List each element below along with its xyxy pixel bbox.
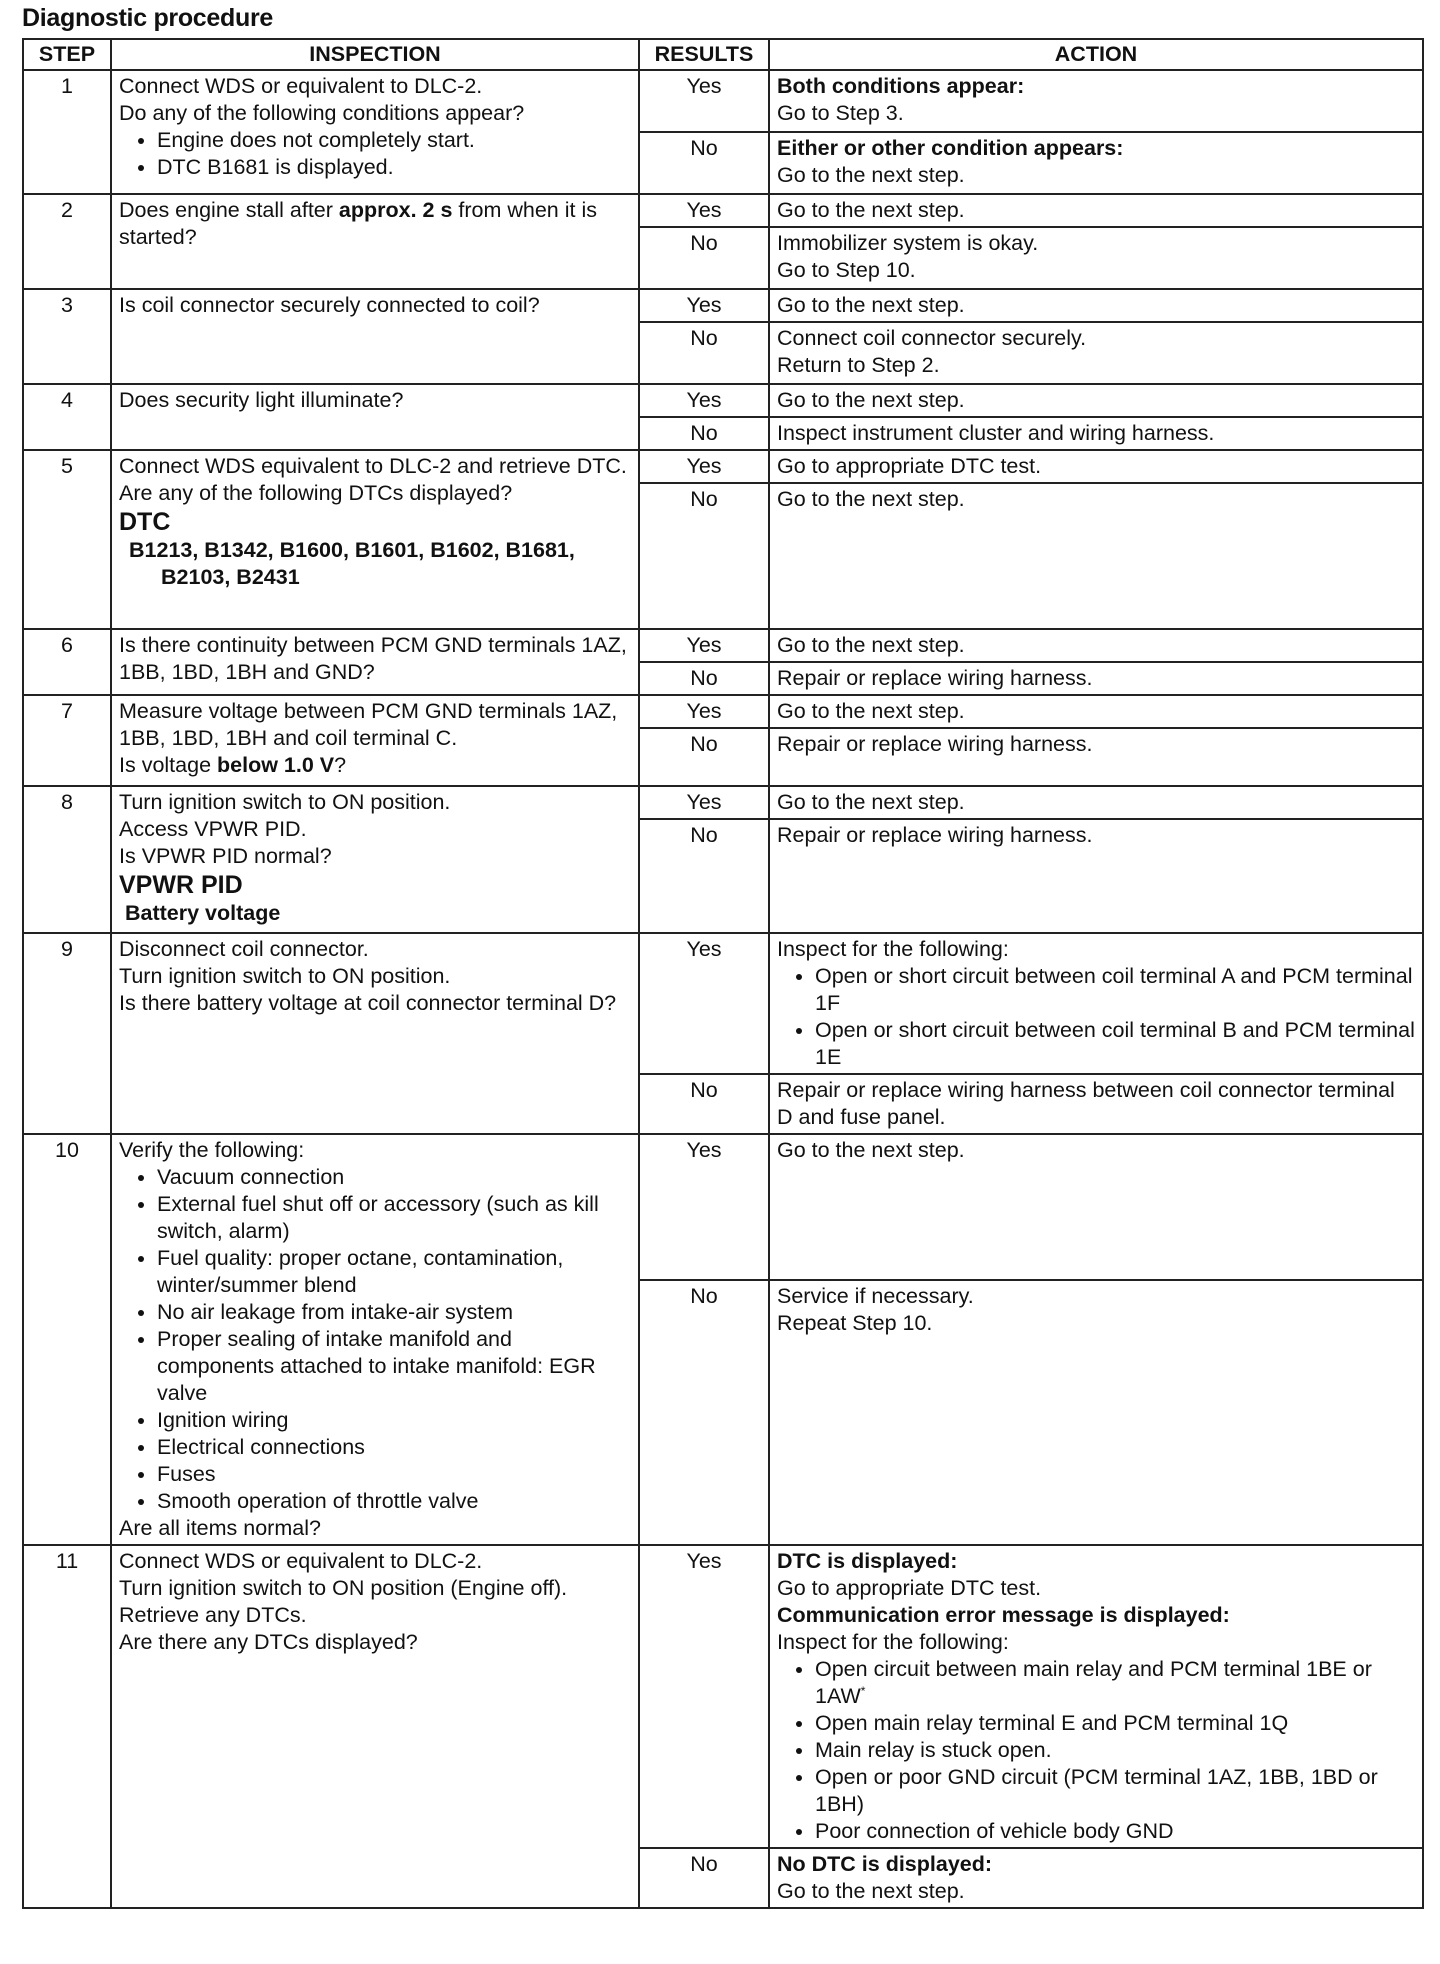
inspection-text: Are all items normal?	[119, 1516, 321, 1540]
result-no: No	[639, 728, 769, 786]
inspection-text: Retrieve any DTCs.	[119, 1603, 307, 1627]
step-number: 1	[23, 70, 111, 194]
action-heading: Communication error message is displayed:	[777, 1603, 1230, 1627]
result-no: No	[639, 132, 769, 194]
action-text: Go to the next step.	[777, 163, 965, 187]
action-text: Go to appropriate DTC test.	[769, 450, 1423, 483]
action-text: Go to Step 3.	[777, 101, 904, 125]
inspection-text: Are there any DTCs displayed?	[119, 1630, 418, 1654]
action-text: Inspect for the following:	[777, 937, 1009, 961]
action-text: Repair or replace wiring harness.	[769, 819, 1423, 933]
action-cell	[769, 1280, 1423, 1545]
inspection-text: Connect WDS or equivalent to DLC-2.	[119, 74, 483, 98]
result-yes: Yes	[639, 194, 769, 227]
inspection-cell	[111, 70, 639, 194]
action-text: Go to the next step.	[769, 695, 1423, 728]
header-step: STEP	[23, 39, 111, 70]
action-text: Go to the next step.	[769, 289, 1423, 322]
list-item: • DTC B1681 is displayed.	[157, 154, 631, 181]
step-number: 8	[23, 786, 111, 933]
result-yes: Yes	[639, 695, 769, 728]
action-text: Go to appropriate DTC test.	[777, 1576, 1042, 1600]
dtc-codes: B2103, B2431	[161, 565, 300, 589]
header-inspection: INSPECTION	[111, 39, 639, 70]
action-cell	[769, 322, 1423, 384]
list-item: • Poor connection of vehicle body GND	[815, 1818, 1415, 1845]
inspection-cell	[111, 194, 639, 289]
list-item	[815, 1656, 1415, 1710]
action-cell	[769, 1848, 1423, 1908]
step-number: 2	[23, 194, 111, 289]
result-no: No	[639, 227, 769, 289]
action-text: Connect coil connector securely.	[777, 326, 1087, 350]
result-no: No	[639, 417, 769, 450]
list-item: • Smooth operation of throttle valve	[157, 1488, 631, 1515]
inspection-text: ?	[334, 753, 347, 777]
inspection-cell	[111, 786, 639, 933]
action-cell	[769, 132, 1423, 194]
inspection-text: Turn ignition switch to ON position.	[119, 790, 451, 814]
list-item: • No air leakage from intake-air system	[157, 1299, 631, 1326]
list-item: • Main relay is stuck open.	[815, 1737, 1415, 1764]
list-item: • Engine does not completely start.	[157, 127, 631, 154]
inspection-text: Connect WDS or equivalent to DLC-2.	[119, 1549, 483, 1573]
table-row	[23, 1545, 1423, 1848]
inspection-cell	[111, 695, 639, 786]
inspection-text: Is voltage	[119, 753, 217, 777]
result-no: No	[639, 322, 769, 384]
inspection-cell	[111, 933, 639, 1134]
inspection-text: Verify the following:	[119, 1138, 305, 1162]
action-text: Return to Step 2.	[777, 353, 940, 377]
result-yes: Yes	[639, 384, 769, 417]
list-item: • Proper sealing of intake manifold and components attached to intake manifold: EGR valve	[157, 1326, 631, 1407]
action-text: Inspect for the following:	[777, 1630, 1009, 1654]
dtc-codes: B1213, B1342, B1600, B1601, B1602, B1681,	[129, 538, 575, 562]
action-text: Immobilizer system is okay.	[777, 231, 1039, 255]
table-row	[23, 695, 1423, 728]
table-row	[23, 289, 1423, 322]
inspection-text: from when it is started?	[119, 198, 597, 249]
table-row	[23, 70, 1423, 132]
list-item: • Electrical connections	[157, 1434, 631, 1461]
step-number: 3	[23, 289, 111, 384]
action-heading: DTC is displayed:	[777, 1549, 958, 1573]
result-yes: Yes	[639, 289, 769, 322]
action-text: Repeat Step 10.	[777, 1310, 933, 1335]
action-text: Go to the next step.	[769, 1134, 1423, 1280]
result-no: No	[639, 662, 769, 695]
inspection-text: Measure voltage between PCM GND terminals 1AZ, 1BB, 1BD, 1BH and coil terminal C.	[119, 699, 618, 750]
inspection-text: Is VPWR PID normal?	[119, 844, 332, 868]
action-text: Repair or replace wiring harness.	[769, 728, 1423, 786]
result-yes: Yes	[639, 933, 769, 1074]
inspection-text: Access VPWR PID.	[119, 817, 307, 841]
action-text: Go to the next step.	[769, 483, 1423, 629]
list-item: • Open or short circuit between coil terminal B and PCM terminal 1E	[815, 1017, 1415, 1071]
action-text: Inspect instrument cluster and wiring harness.	[769, 417, 1423, 450]
list-item-text: Open circuit between main relay and PCM terminal 1BE or 1AW	[815, 1657, 1372, 1708]
action-text: Repair or replace wiring harness.	[769, 662, 1423, 695]
inspection-text: Turn ignition switch to ON position.	[119, 964, 451, 988]
list-item: • External fuel shut off or accessory (such as kill switch, alarm)	[157, 1191, 631, 1245]
action-text: Go to the next step.	[777, 1879, 965, 1903]
list-item: • Open or short circuit between coil terminal A and PCM terminal 1F	[815, 963, 1415, 1017]
list-item: • Open main relay terminal E and PCM terminal 1Q	[815, 1710, 1415, 1737]
inspection-text: Is there battery voltage at coil connector terminal D?	[119, 991, 617, 1015]
step-number: 4	[23, 384, 111, 450]
result-yes: Yes	[639, 786, 769, 819]
list-item: • Fuses	[157, 1461, 631, 1488]
step-number: 6	[23, 629, 111, 695]
step-number: 9	[23, 933, 111, 1134]
inspection-text: Turn ignition switch to ON position (Engine off).	[119, 1576, 568, 1600]
result-yes: Yes	[639, 1545, 769, 1848]
table-row	[23, 450, 1423, 483]
list-item: • Fuel quality: proper octane, contamination, winter/summer blend	[157, 1245, 631, 1299]
action-heading: No DTC is displayed:	[777, 1852, 993, 1876]
action-cell	[769, 933, 1423, 1074]
action-text: Go to the next step.	[769, 384, 1423, 417]
result-no: No	[639, 483, 769, 629]
action-text: Go to Step 10.	[777, 258, 916, 282]
header-results: RESULTS	[639, 39, 769, 70]
action-text: Go to the next step.	[769, 786, 1423, 819]
action-text: Repair or replace wiring harness between coil connector terminal D and fuse panel.	[769, 1074, 1423, 1134]
inspection-text: Does engine stall after	[119, 198, 339, 222]
inspection-cell	[111, 450, 639, 629]
inspection-text: Are any of the following DTCs displayed?	[119, 481, 513, 505]
step-number: 7	[23, 695, 111, 786]
action-cell	[769, 70, 1423, 132]
list-item: • Open or poor GND circuit (PCM terminal 1AZ, 1BB, 1BD or 1BH)	[815, 1764, 1415, 1818]
result-no: No	[639, 819, 769, 933]
table-row	[23, 933, 1423, 1074]
step-number: 10	[23, 1134, 111, 1545]
inspection-text: Disconnect coil connector.	[119, 937, 369, 961]
inspection-text: Connect WDS equivalent to DLC-2 and retrieve DTC.	[119, 454, 627, 478]
list-item: • Vacuum connection	[157, 1164, 631, 1191]
result-yes: Yes	[639, 70, 769, 132]
action-heading: Both conditions appear:	[777, 74, 1025, 98]
step-number: 11	[23, 1545, 111, 1908]
result-no: No	[639, 1280, 769, 1545]
inspection-text: Does security light illuminate?	[111, 384, 639, 450]
result-yes: Yes	[639, 629, 769, 662]
result-yes: Yes	[639, 450, 769, 483]
action-text: Service if necessary.	[777, 1283, 974, 1308]
action-text: Go to the next step.	[769, 629, 1423, 662]
inspection-text: Is coil connector securely connected to coil?	[111, 289, 639, 384]
inspection-text: Do any of the following conditions appear?	[119, 101, 525, 125]
page-title: Diagnostic procedure	[22, 4, 273, 32]
result-no: No	[639, 1848, 769, 1908]
result-no: No	[639, 1074, 769, 1134]
list-item: • Ignition wiring	[157, 1407, 631, 1434]
header-row	[23, 39, 1423, 70]
result-yes: Yes	[639, 1134, 769, 1280]
action-heading: Either or other condition appears:	[777, 136, 1124, 160]
table-row	[23, 786, 1423, 819]
table-row	[23, 1134, 1423, 1280]
dtc-label: DTC	[119, 508, 171, 536]
diagnostic-table	[22, 38, 1424, 1909]
table-row	[23, 384, 1423, 417]
pid-label: VPWR PID	[119, 871, 243, 899]
action-text: Go to the next step.	[769, 194, 1423, 227]
inspection-cell	[111, 1545, 639, 1908]
table-row	[23, 194, 1423, 227]
inspection-cell	[111, 1134, 639, 1545]
header-action: ACTION	[769, 39, 1423, 70]
action-cell	[769, 1545, 1423, 1848]
inspection-emphasis: below 1.0 V	[217, 753, 335, 777]
action-cell	[769, 227, 1423, 289]
table-row	[23, 629, 1423, 662]
inspection-text: Is there continuity between PCM GND terminals 1AZ, 1BB, 1BD, 1BH and GND?	[111, 629, 639, 695]
inspection-emphasis: approx. 2 s	[338, 198, 453, 222]
pid-value: Battery voltage	[125, 901, 281, 925]
step-number: 5	[23, 450, 111, 629]
footnote-mark: *	[860, 1683, 866, 1698]
